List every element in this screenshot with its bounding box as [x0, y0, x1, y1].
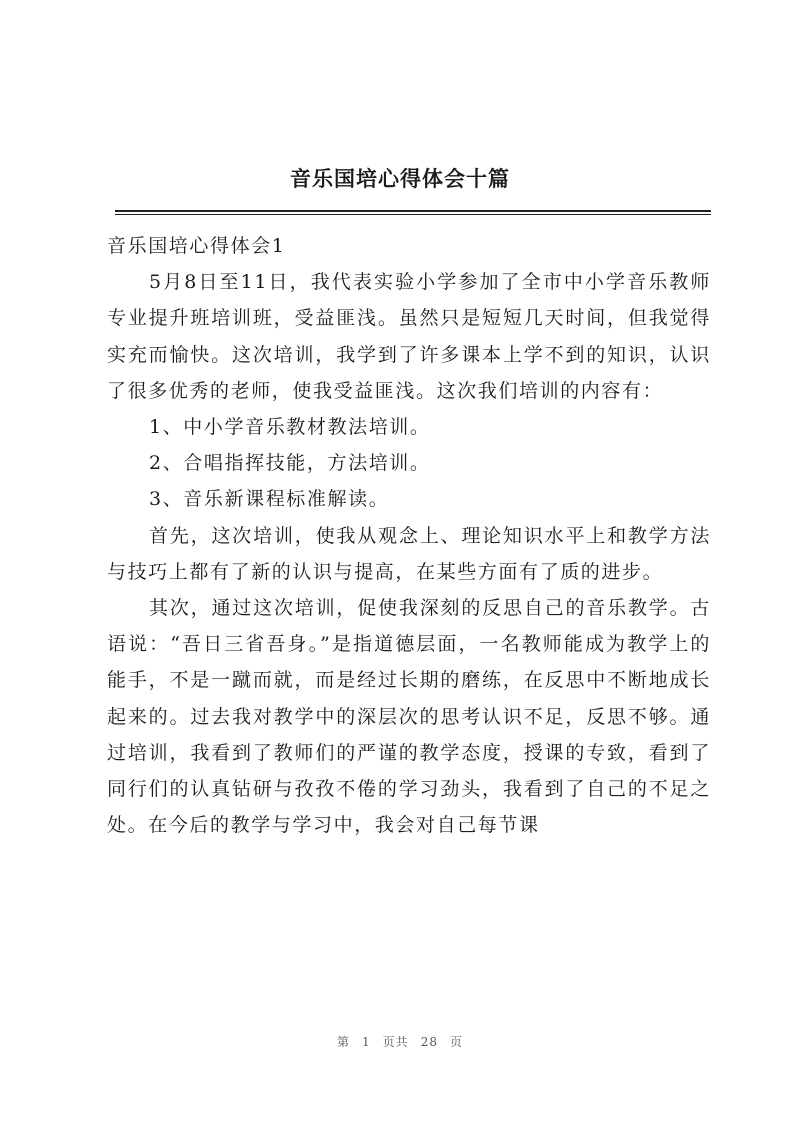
- footer-total-pages: 28: [420, 1035, 438, 1049]
- footer-label-page: 第: [337, 1035, 351, 1049]
- title-rule-thin: [115, 214, 711, 215]
- page-footer: [0, 1033, 800, 1050]
- document-title: 音乐国培心得体会十篇: [290, 166, 510, 191]
- list-item: 1、中小学音乐教材教法培训。: [149, 416, 431, 439]
- paragraph: 其次，通过这次培训，促使我深刻的反思自己的音乐教学。古语说：“吾日三省吾身。”是指道德层面，一名教师能成为教学上的能手，不是一蹴而就，而是经过长期的磨练，在反思中不断地成长起来的。过去我对教学中的深层次的思考认识不足，反思不够。通过培训，我看到了教师们的严谨的教学态度，授课的专致，看到了同行们的认真钻研与孜孜不倦的学习劲头，我看到了自己的不足之处。在今后的教学与学习中，我会对自己每节课: [107, 597, 711, 837]
- footer-label-end: 页: [449, 1035, 463, 1049]
- list-item: 3、音乐新课程标准解读。: [149, 488, 390, 511]
- paragraph: 首先，这次培训，使我从观念上、理论知识水平上和教学方法与技巧上都有了新的认识与提高，在某些方面有了质的进步。: [107, 524, 711, 583]
- title-rule-thick: [115, 210, 711, 212]
- section-heading: 音乐国培心得体会1: [107, 235, 286, 257]
- footer-current-page: 1: [362, 1035, 371, 1049]
- footer-label-of: 页共: [382, 1035, 409, 1049]
- list-item: 2、合唱指挥技能，方法培训。: [149, 452, 431, 475]
- document-body: [107, 228, 711, 843]
- paragraph: 5月8日至11日，我代表实验小学参加了全市中小学音乐教师专业提升班培训班，受益匪浅。虽然只是短短几天时间，但我觉得实充而愉快。这次培训，我学到了许多课本上学不到的知识，认识了很多优秀的老师，使我受益匪浅。这次我们培训的内容有：: [107, 271, 711, 402]
